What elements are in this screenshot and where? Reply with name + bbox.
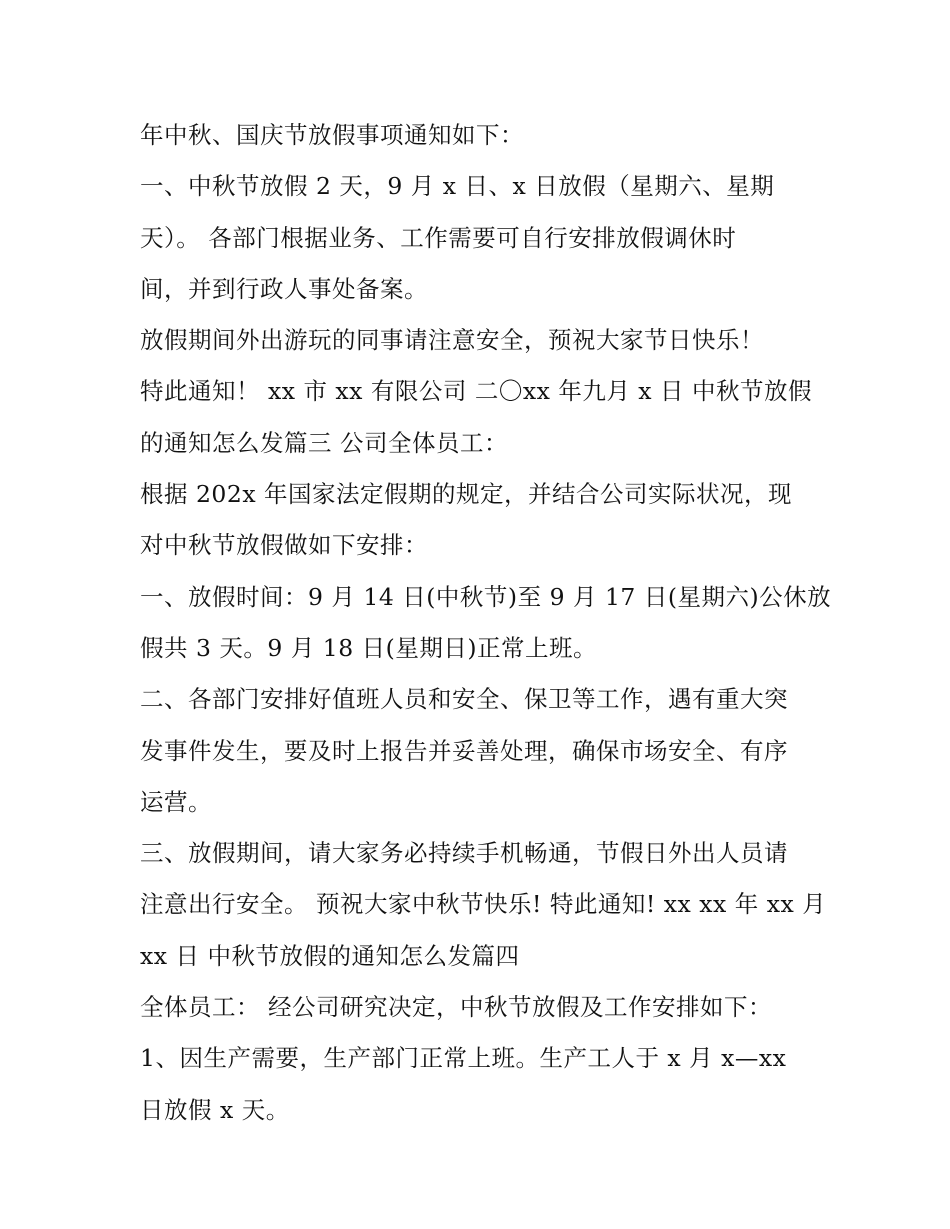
- text-line: 1、因生产需要，生产部门正常上班。生产工人于 x 月 x—xx: [140, 1044, 787, 1073]
- text-line: 放假期间外出游玩的同事请注意安全，预祝大家节日快乐！: [140, 326, 764, 355]
- text-line: 间，并到行政人事处备案。: [140, 274, 428, 303]
- text-line: 的通知怎么发篇三 公司全体员工：: [140, 428, 508, 457]
- text-line: 全体员工： 经公司研究决定，中秋节放假及工作安排如下：: [140, 993, 772, 1022]
- text-line: 发事件发生，要及时上报告并妥善处理，确保市场安全、有序: [140, 736, 788, 765]
- text-line: 一、中秋节放假 2 天，9 月 x 日、x 日放假（星期六、星期: [140, 172, 775, 201]
- text-line: 运营。: [140, 787, 212, 816]
- text-line: 二、各部门安排好值班人员和安全、保卫等工作，遇有重大突: [140, 685, 788, 714]
- text-line: 天）。 各部门根据业务、工作需要可自行安排放假调休时: [140, 223, 737, 252]
- text-line: 三、放假期间，请大家务必持续手机畅通，节假日外出人员请: [140, 839, 788, 868]
- text-line: 假共 3 天。9 月 18 日(星期日)正常上班。: [140, 633, 597, 662]
- text-line: 年中秋、国庆节放假事项通知如下：: [140, 121, 524, 149]
- text-line: 根据 202x 年国家法定假期的规定，并结合公司实际状况，现: [140, 480, 793, 509]
- text-line: xx 日 中秋节放假的通知怎么发篇四: [140, 941, 520, 970]
- text-line: 一、放假时间：9 月 14 日(中秋节)至 9 月 17 日(星期六)公休放: [140, 582, 832, 611]
- text-line: 对中秋节放假做如下安排：: [140, 531, 428, 560]
- text-line: 注意出行安全。 预祝大家中秋节快乐! 特此通知! xx xx 年 xx 月: [140, 890, 827, 919]
- text-line: 特此通知！ xx 市 xx 有限公司 二〇xx 年九月 x 日 中秋节放假: [140, 377, 813, 406]
- text-line: 日放假 x 天。: [140, 1095, 290, 1124]
- document-body: [140, 110, 830, 1136]
